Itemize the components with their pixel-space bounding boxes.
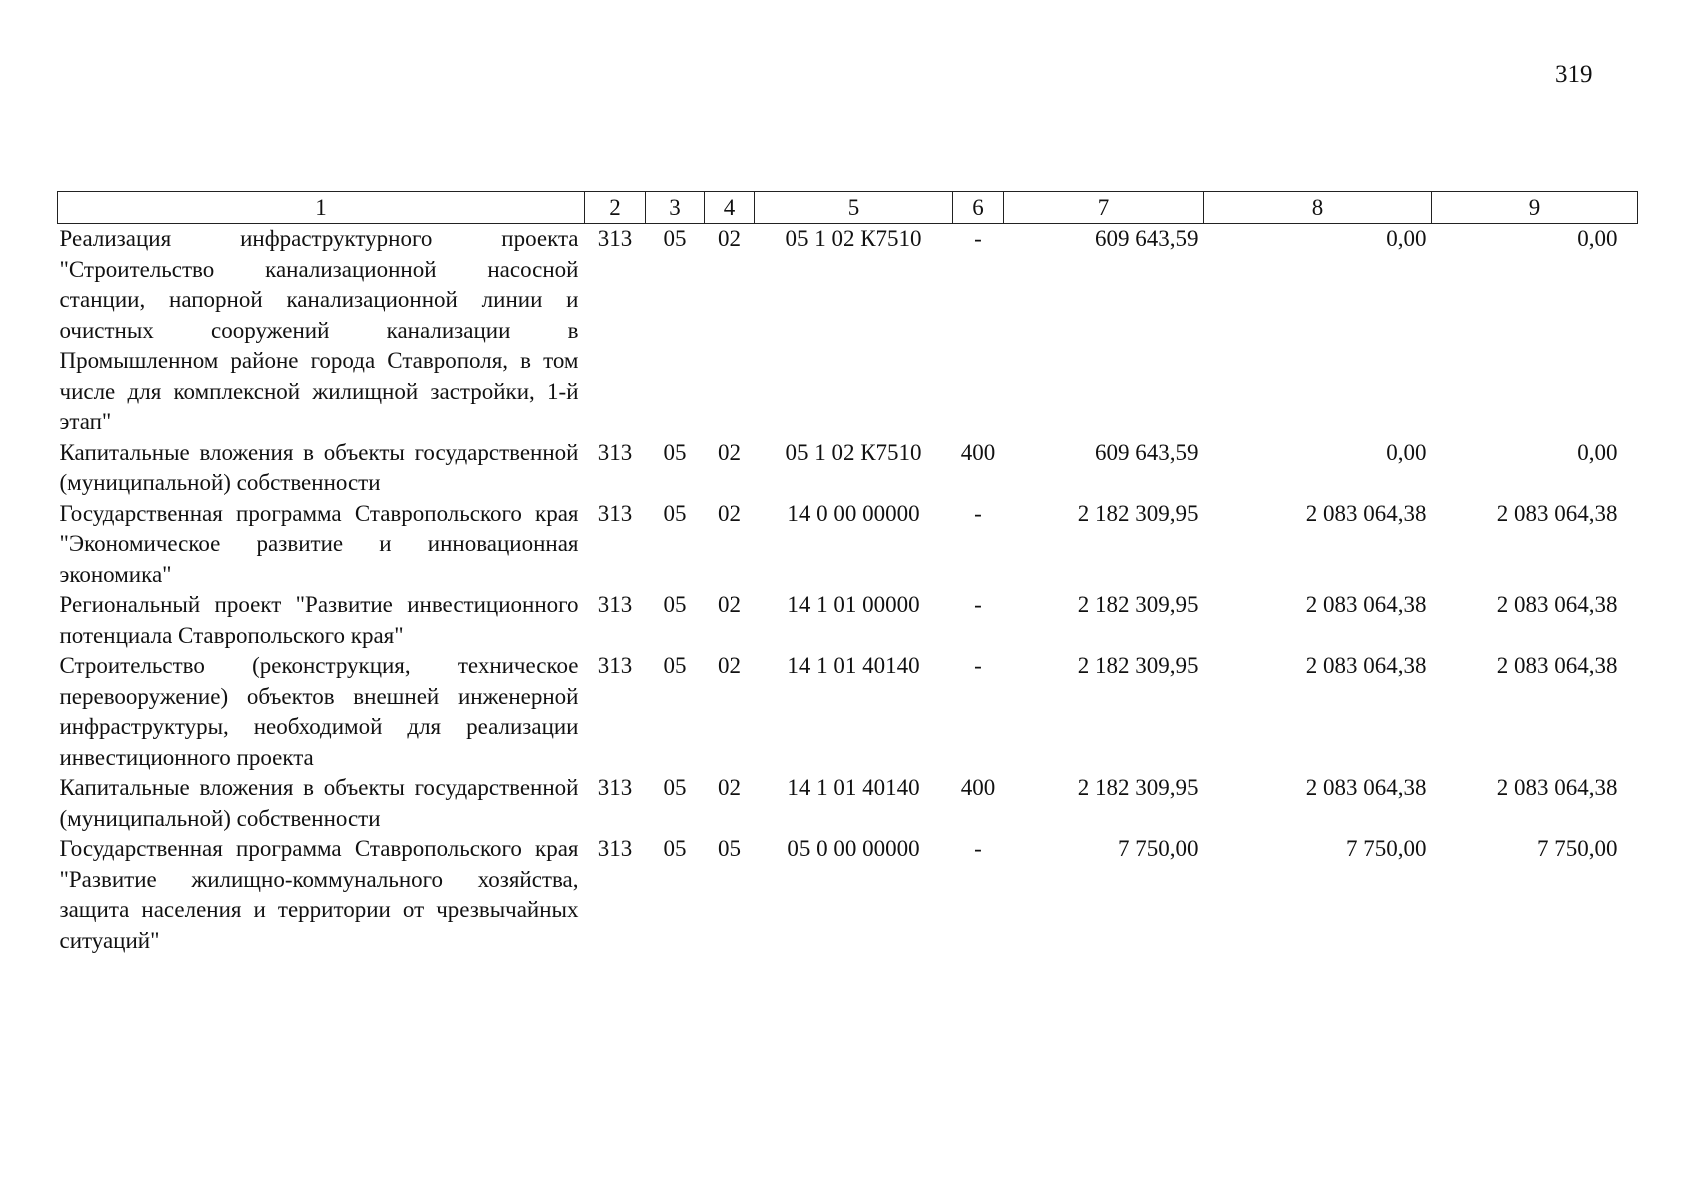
row-amount-col7: 2 182 309,95	[1077, 500, 1199, 526]
header-col-6: 6	[953, 192, 1004, 224]
row-expense-type: -	[974, 592, 982, 617]
table-row	[58, 224, 1638, 438]
row-target-code: 14 1 01 40140	[787, 653, 920, 678]
row-amount-col7: 609 643,59	[1095, 439, 1199, 465]
row-name: Капитальные вложения в объекты государственной (муниципальной) собственности	[59, 775, 579, 831]
header-row	[58, 192, 1638, 224]
row-ministry-code: 313	[597, 836, 633, 861]
row-target-code: 14 0 00 00000	[787, 500, 920, 526]
row-amount-col7: 2 182 309,95	[1077, 775, 1199, 800]
row-amount-col7: 7 750,00	[1118, 836, 1199, 861]
row-subsection-code: 02	[718, 226, 741, 251]
row-section-code: 05	[663, 653, 687, 678]
row-ministry-code: 313	[597, 500, 633, 526]
row-amount-col9: 0,00	[1577, 439, 1618, 465]
row-amount-col9: 2 083 064,38	[1496, 500, 1618, 526]
table-row	[58, 590, 1638, 651]
row-section-code: 05	[663, 226, 687, 251]
row-name: Строительство (реконструкция, техническое перевооружение) объектов внешней инженерной инфраструктуры, необходимой для реализации инвестиционного проекта	[59, 653, 579, 770]
row-amount-col9: 2 083 064,38	[1496, 775, 1618, 800]
table-row	[58, 651, 1638, 773]
row-name: Региональный проект "Развитие инвестиционного потенциала Ставропольского края"	[59, 592, 579, 648]
row-amount-col8: 7 750,00	[1346, 836, 1427, 861]
row-target-code: 14 1 01 40140	[787, 775, 920, 800]
row-expense-type: 400	[960, 439, 996, 465]
header-col-4: 4	[705, 192, 755, 224]
row-expense-type: -	[974, 653, 982, 678]
row-amount-col7: 609 643,59	[1095, 226, 1199, 251]
row-subsection-code: 02	[718, 439, 741, 465]
row-amount-col8: 0,00	[1386, 226, 1427, 251]
header-col-8: 8	[1204, 192, 1432, 224]
row-subsection-code: 05	[718, 836, 741, 861]
row-section-code: 05	[663, 836, 687, 861]
row-ministry-code: 313	[597, 226, 633, 251]
table-row	[58, 773, 1638, 834]
row-amount-col8: 2 083 064,38	[1305, 653, 1427, 678]
table-row	[58, 438, 1638, 499]
row-target-code: 05 1 02 К7510	[785, 226, 922, 251]
header-col-3: 3	[646, 192, 705, 224]
row-target-code: 05 0 00 00000	[787, 836, 920, 861]
row-amount-col9: 2 083 064,38	[1496, 592, 1618, 617]
header-col-2: 2	[585, 192, 646, 224]
row-amount-col9: 2 083 064,38	[1496, 653, 1618, 678]
row-section-code: 05	[663, 500, 687, 526]
row-expense-type: -	[974, 836, 982, 861]
row-section-code: 05	[663, 439, 687, 465]
table-row	[58, 499, 1638, 591]
row-ministry-code: 313	[597, 592, 633, 617]
header-col-5: 5	[755, 192, 953, 224]
row-section-code: 05	[663, 592, 687, 617]
page-number: 319	[1555, 61, 1593, 88]
row-subsection-code: 02	[718, 500, 741, 526]
budget-table	[57, 191, 1638, 956]
table-row	[58, 834, 1638, 956]
row-subsection-code: 02	[718, 653, 741, 678]
row-amount-col8: 2 083 064,38	[1305, 592, 1427, 617]
row-amount-col7: 2 182 309,95	[1077, 653, 1199, 678]
row-subsection-code: 02	[718, 592, 741, 617]
row-ministry-code: 313	[597, 775, 633, 800]
row-subsection-code: 02	[718, 775, 741, 800]
row-expense-type: -	[974, 226, 982, 251]
row-section-code: 05	[663, 775, 687, 800]
table-body	[58, 224, 1638, 957]
table-header	[58, 192, 1638, 224]
row-ministry-code: 313	[597, 653, 633, 678]
row-amount-col8: 2 083 064,38	[1305, 500, 1427, 526]
row-ministry-code: 313	[597, 439, 633, 465]
row-target-code: 05 1 02 К7510	[785, 439, 922, 465]
row-amount-col7: 2 182 309,95	[1077, 592, 1199, 617]
row-amount-col8: 2 083 064,38	[1305, 775, 1427, 800]
header-col-1: 1	[58, 192, 585, 224]
row-expense-type: -	[974, 500, 982, 526]
row-amount-col9: 7 750,00	[1537, 836, 1618, 861]
row-amount-col9: 0,00	[1577, 226, 1618, 251]
row-name: Государственная программа Ставропольского края "Экономическое развитие и инновационная экономика"	[59, 500, 579, 587]
row-target-code: 14 1 01 00000	[787, 592, 920, 617]
row-amount-col8: 0,00	[1386, 439, 1427, 465]
row-expense-type: 400	[960, 775, 996, 800]
row-name: Реализация инфраструктурного проекта "Строительство канализационной насосной станции, напорной канализационной линии и очистных сооружений канализации в Промышленном районе города Ставрополя, в том числе для комплексной жилищной застройки, 1-й этап"	[59, 226, 579, 434]
header-col-7: 7	[1004, 192, 1204, 224]
row-name: Государственная программа Ставропольского края "Развитие жилищно-коммунального хозяйства, защита населения и территории от чрезвычайных ситуаций"	[59, 836, 579, 953]
row-name: Капитальные вложения в объекты государственной (муниципальной) собственности	[59, 439, 579, 495]
header-col-9: 9	[1432, 192, 1638, 224]
